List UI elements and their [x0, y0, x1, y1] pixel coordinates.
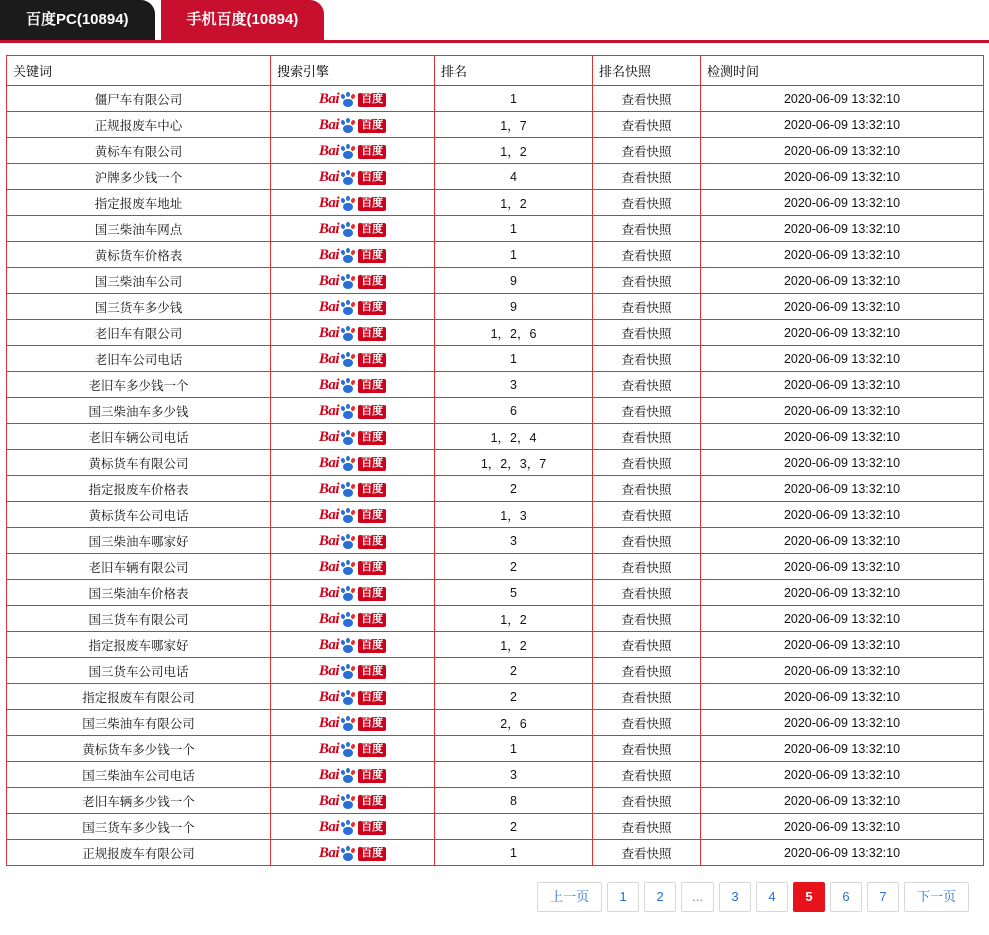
- cell-check-time: 2020-06-09 13:32:10: [701, 268, 984, 294]
- cell-keyword: 国三货车多少钱一个: [7, 814, 271, 840]
- cell-snapshot-link[interactable]: 查看快照: [593, 346, 701, 372]
- pagination-page-5[interactable]: 5: [793, 882, 825, 912]
- cell-keyword: 国三柴油车价格表: [7, 580, 271, 606]
- cell-rank: 1，2: [435, 606, 593, 632]
- cell-search-engine: [271, 658, 435, 684]
- table-row: [7, 632, 984, 658]
- pagination: [6, 866, 983, 912]
- cell-rank: 1: [435, 242, 593, 268]
- baidu-logo-icon: Bai 百度: [319, 534, 386, 549]
- cell-keyword: 指定报废车有限公司: [7, 684, 271, 710]
- pagination-page-3[interactable]: 3: [719, 882, 751, 912]
- cell-check-time: 2020-06-09 13:32:10: [701, 138, 984, 164]
- cell-search-engine: [271, 164, 435, 190]
- cell-snapshot-link[interactable]: 查看快照: [593, 684, 701, 710]
- cell-search-engine: [271, 554, 435, 580]
- baidu-paw-icon: [341, 379, 356, 393]
- cell-keyword: 老旧车公司电话: [7, 346, 271, 372]
- table-row: [7, 424, 984, 450]
- table-row: [7, 138, 984, 164]
- cell-check-time: 2020-06-09 13:32:10: [701, 502, 984, 528]
- baidu-paw-icon: [341, 431, 356, 445]
- cell-snapshot-link[interactable]: 查看快照: [593, 86, 701, 112]
- baidu-paw-icon: [341, 509, 356, 523]
- cell-snapshot-link[interactable]: 查看快照: [593, 372, 701, 398]
- cell-search-engine: [271, 242, 435, 268]
- baidu-paw-icon: [341, 821, 356, 835]
- cell-snapshot-link[interactable]: 查看快照: [593, 268, 701, 294]
- cell-rank: 1，3: [435, 502, 593, 528]
- baidu-paw-icon: [341, 691, 356, 705]
- cell-check-time: 2020-06-09 13:32:10: [701, 398, 984, 424]
- baidu-paw-icon: [341, 405, 356, 419]
- column-header-engine: 搜索引擎: [271, 56, 435, 86]
- cell-keyword: 国三柴油车网点: [7, 216, 271, 242]
- baidu-paw-icon: [341, 223, 356, 237]
- table-row: [7, 164, 984, 190]
- cell-search-engine: [271, 528, 435, 554]
- cell-search-engine: [271, 840, 435, 866]
- cell-snapshot-link[interactable]: 查看快照: [593, 528, 701, 554]
- cell-search-engine: [271, 684, 435, 710]
- baidu-logo-icon: Bai 百度: [319, 118, 386, 133]
- cell-rank: 6: [435, 398, 593, 424]
- cell-keyword: 国三柴油车公司电话: [7, 762, 271, 788]
- baidu-paw-icon: [341, 769, 356, 783]
- cell-keyword: 老旧车多少钱一个: [7, 372, 271, 398]
- table-row: [7, 710, 984, 736]
- cell-keyword: 正规报废车中心: [7, 112, 271, 138]
- baidu-logo-icon: Bai 百度: [319, 430, 386, 445]
- cell-rank: 3: [435, 762, 593, 788]
- cell-keyword: 国三柴油车多少钱: [7, 398, 271, 424]
- table-row: [7, 762, 984, 788]
- table-row: [7, 450, 984, 476]
- cell-search-engine: [271, 580, 435, 606]
- cell-keyword: 黄标货车多少钱一个: [7, 736, 271, 762]
- table-row: [7, 684, 984, 710]
- table-row: [7, 736, 984, 762]
- cell-search-engine: [271, 814, 435, 840]
- cell-search-engine: [271, 138, 435, 164]
- cell-keyword: 国三柴油车哪家好: [7, 528, 271, 554]
- cell-rank: 1，2，3，7: [435, 450, 593, 476]
- baidu-paw-icon: [341, 743, 356, 757]
- cell-search-engine: [271, 372, 435, 398]
- cell-check-time: 2020-06-09 13:32:10: [701, 476, 984, 502]
- tab-baidu-pc-label: 百度PC(10894): [26, 11, 129, 28]
- pagination-page-7[interactable]: 7: [867, 882, 899, 912]
- cell-search-engine: [271, 424, 435, 450]
- cell-snapshot-link[interactable]: 查看快照: [593, 710, 701, 736]
- cell-snapshot-link[interactable]: 查看快照: [593, 814, 701, 840]
- baidu-paw-icon: [341, 145, 356, 159]
- cell-rank: 2: [435, 684, 593, 710]
- cell-search-engine: [271, 710, 435, 736]
- table-row: [7, 554, 984, 580]
- pagination-page-1[interactable]: 1: [607, 882, 639, 912]
- cell-rank: 1: [435, 86, 593, 112]
- baidu-logo-icon: Bai 百度: [319, 352, 386, 367]
- table-row: [7, 580, 984, 606]
- baidu-logo-icon: Bai 百度: [319, 586, 386, 601]
- baidu-paw-icon: [341, 535, 356, 549]
- tab-baidu-mobile[interactable]: [161, 0, 325, 40]
- baidu-logo-icon: Bai 百度: [319, 768, 386, 783]
- cell-check-time: 2020-06-09 13:32:10: [701, 788, 984, 814]
- cell-keyword: 国三货车公司电话: [7, 658, 271, 684]
- table-row: [7, 814, 984, 840]
- results-table-wrapper: [0, 43, 989, 912]
- cell-snapshot-link[interactable]: 查看快照: [593, 580, 701, 606]
- cell-rank: 3: [435, 528, 593, 554]
- baidu-logo-icon: Bai 百度: [319, 170, 386, 185]
- cell-rank: 9: [435, 294, 593, 320]
- cell-rank: 3: [435, 372, 593, 398]
- baidu-paw-icon: [341, 613, 356, 627]
- cell-check-time: 2020-06-09 13:32:10: [701, 814, 984, 840]
- cell-snapshot-link[interactable]: 查看快照: [593, 242, 701, 268]
- baidu-logo-icon: Bai 百度: [319, 638, 386, 653]
- pagination-page-4[interactable]: 4: [756, 882, 788, 912]
- baidu-paw-icon: [341, 197, 356, 211]
- cell-search-engine: [271, 476, 435, 502]
- baidu-logo-icon: Bai 百度: [319, 326, 386, 341]
- cell-search-engine: [271, 112, 435, 138]
- table-row: [7, 190, 984, 216]
- cell-search-engine: [271, 762, 435, 788]
- baidu-logo-icon: Bai 百度: [319, 508, 386, 523]
- cell-rank: 2: [435, 814, 593, 840]
- cell-search-engine: [271, 736, 435, 762]
- cell-snapshot-link[interactable]: 查看快照: [593, 216, 701, 242]
- cell-keyword: 僵尸车有限公司: [7, 86, 271, 112]
- pagination-ellipsis: ...: [681, 882, 714, 912]
- cell-snapshot-link[interactable]: 查看快照: [593, 294, 701, 320]
- table-body: [7, 86, 984, 866]
- cell-keyword: 指定报废车哪家好: [7, 632, 271, 658]
- cell-search-engine: [271, 86, 435, 112]
- cell-keyword: 老旧车辆多少钱一个: [7, 788, 271, 814]
- cell-check-time: 2020-06-09 13:32:10: [701, 294, 984, 320]
- baidu-paw-icon: [341, 327, 356, 341]
- cell-keyword: 老旧车辆公司电话: [7, 424, 271, 450]
- cell-keyword: 国三柴油车公司: [7, 268, 271, 294]
- baidu-paw-icon: [341, 171, 356, 185]
- baidu-logo-icon: Bai 百度: [319, 482, 386, 497]
- baidu-logo-icon: Bai 百度: [319, 716, 386, 731]
- table-row: [7, 398, 984, 424]
- table-row: [7, 788, 984, 814]
- cell-check-time: 2020-06-09 13:32:10: [701, 658, 984, 684]
- baidu-paw-icon: [341, 717, 356, 731]
- baidu-paw-icon: [341, 93, 356, 107]
- cell-check-time: 2020-06-09 13:32:10: [701, 190, 984, 216]
- cell-rank: 1: [435, 840, 593, 866]
- column-header-rank: 排名: [435, 56, 593, 86]
- cell-check-time: 2020-06-09 13:32:10: [701, 424, 984, 450]
- cell-snapshot-link[interactable]: 查看快照: [593, 164, 701, 190]
- cell-check-time: 2020-06-09 13:32:10: [701, 86, 984, 112]
- cell-snapshot-link[interactable]: 查看快照: [593, 190, 701, 216]
- cell-search-engine: [271, 190, 435, 216]
- baidu-logo-icon: Bai 百度: [319, 742, 386, 757]
- cell-check-time: 2020-06-09 13:32:10: [701, 580, 984, 606]
- baidu-logo-icon: Bai 百度: [319, 144, 386, 159]
- baidu-logo-icon: Bai 百度: [319, 300, 386, 315]
- baidu-logo-icon: Bai 百度: [319, 820, 386, 835]
- cell-snapshot-link[interactable]: 查看快照: [593, 762, 701, 788]
- cell-search-engine: [271, 632, 435, 658]
- table-row: [7, 112, 984, 138]
- table-row: [7, 372, 984, 398]
- cell-check-time: 2020-06-09 13:32:10: [701, 840, 984, 866]
- results-table: [6, 55, 984, 866]
- cell-snapshot-link[interactable]: 查看快照: [593, 138, 701, 164]
- baidu-logo-icon: Bai 百度: [319, 612, 386, 627]
- baidu-paw-icon: [341, 561, 356, 575]
- baidu-paw-icon: [341, 275, 356, 289]
- baidu-logo-icon: Bai 百度: [319, 196, 386, 211]
- cell-search-engine: [271, 294, 435, 320]
- table-row: [7, 86, 984, 112]
- cell-snapshot-link[interactable]: 查看快照: [593, 112, 701, 138]
- cell-check-time: 2020-06-09 13:32:10: [701, 346, 984, 372]
- baidu-paw-icon: [341, 301, 356, 315]
- cell-keyword: 老旧车辆有限公司: [7, 554, 271, 580]
- baidu-logo-icon: Bai 百度: [319, 274, 386, 289]
- table-row: [7, 242, 984, 268]
- baidu-logo-icon: Bai 百度: [319, 560, 386, 575]
- cell-snapshot-link[interactable]: 查看快照: [593, 840, 701, 866]
- cell-search-engine: [271, 606, 435, 632]
- tab-baidu-pc[interactable]: [0, 0, 155, 40]
- table-row: [7, 346, 984, 372]
- cell-search-engine: [271, 398, 435, 424]
- cell-keyword: 黄标货车价格表: [7, 242, 271, 268]
- cell-rank: 2: [435, 554, 593, 580]
- cell-rank: 1，2: [435, 138, 593, 164]
- baidu-logo-icon: Bai 百度: [319, 404, 386, 419]
- cell-check-time: 2020-06-09 13:32:10: [701, 112, 984, 138]
- cell-search-engine: [271, 450, 435, 476]
- cell-keyword: 黄标车有限公司: [7, 138, 271, 164]
- cell-check-time: 2020-06-09 13:32:10: [701, 632, 984, 658]
- cell-rank: 1: [435, 216, 593, 242]
- table-row: [7, 528, 984, 554]
- cell-rank: 5: [435, 580, 593, 606]
- baidu-logo-icon: Bai 百度: [319, 846, 386, 861]
- cell-search-engine: [271, 788, 435, 814]
- cell-rank: 8: [435, 788, 593, 814]
- cell-rank: 1，2: [435, 190, 593, 216]
- cell-snapshot-link[interactable]: 查看快照: [593, 632, 701, 658]
- cell-rank: 4: [435, 164, 593, 190]
- cell-snapshot-link[interactable]: 查看快照: [593, 736, 701, 762]
- cell-rank: 1，2，4: [435, 424, 593, 450]
- baidu-paw-icon: [341, 847, 356, 861]
- baidu-paw-icon: [341, 119, 356, 133]
- baidu-logo-icon: Bai 百度: [319, 92, 386, 107]
- table-header: [7, 56, 984, 86]
- baidu-paw-icon: [341, 639, 356, 653]
- baidu-paw-icon: [341, 353, 356, 367]
- cell-rank: 9: [435, 268, 593, 294]
- baidu-paw-icon: [341, 795, 356, 809]
- cell-snapshot-link[interactable]: 查看快照: [593, 450, 701, 476]
- cell-keyword: 黄标货车有限公司: [7, 450, 271, 476]
- cell-keyword: 国三柴油车有限公司: [7, 710, 271, 736]
- baidu-logo-icon: Bai 百度: [319, 456, 386, 471]
- baidu-paw-icon: [341, 483, 356, 497]
- baidu-logo-icon: Bai 百度: [319, 664, 386, 679]
- cell-keyword: 黄标货车公司电话: [7, 502, 271, 528]
- cell-snapshot-link[interactable]: 查看快照: [593, 554, 701, 580]
- cell-snapshot-link[interactable]: 查看快照: [593, 606, 701, 632]
- table-row: [7, 476, 984, 502]
- cell-keyword: 国三货车多少钱: [7, 294, 271, 320]
- baidu-logo-icon: Bai 百度: [319, 378, 386, 393]
- cell-rank: 1，2，6: [435, 320, 593, 346]
- cell-rank: 2: [435, 658, 593, 684]
- cell-snapshot-link[interactable]: 查看快照: [593, 502, 701, 528]
- cell-check-time: 2020-06-09 13:32:10: [701, 320, 984, 346]
- cell-keyword: 指定报废车价格表: [7, 476, 271, 502]
- baidu-logo-icon: Bai 百度: [319, 222, 386, 237]
- baidu-paw-icon: [341, 249, 356, 263]
- cell-keyword: 沪牌多少钱一个: [7, 164, 271, 190]
- column-header-snapshot: 排名快照: [593, 56, 701, 86]
- cell-check-time: 2020-06-09 13:32:10: [701, 164, 984, 190]
- cell-snapshot-link[interactable]: 查看快照: [593, 320, 701, 346]
- cell-check-time: 2020-06-09 13:32:10: [701, 762, 984, 788]
- baidu-paw-icon: [341, 665, 356, 679]
- cell-keyword: 老旧车有限公司: [7, 320, 271, 346]
- cell-check-time: 2020-06-09 13:32:10: [701, 606, 984, 632]
- column-header-keyword: 关键词: [7, 56, 271, 86]
- cell-rank: 1，7: [435, 112, 593, 138]
- cell-search-engine: [271, 502, 435, 528]
- table-row: [7, 840, 984, 866]
- table-row: [7, 606, 984, 632]
- tab-baidu-mobile-label: 手机百度(10894): [186, 11, 299, 28]
- table-row: [7, 294, 984, 320]
- baidu-logo-icon: Bai 百度: [319, 794, 386, 809]
- table-row: [7, 268, 984, 294]
- pagination-next[interactable]: 下一页: [904, 882, 969, 912]
- baidu-paw-icon: [341, 587, 356, 601]
- cell-keyword: 正规报废车有限公司: [7, 840, 271, 866]
- cell-rank: 1: [435, 346, 593, 372]
- table-row: [7, 216, 984, 242]
- cell-snapshot-link[interactable]: 查看快照: [593, 398, 701, 424]
- cell-rank: 1，2: [435, 632, 593, 658]
- cell-check-time: 2020-06-09 13:32:10: [701, 736, 984, 762]
- cell-check-time: 2020-06-09 13:32:10: [701, 528, 984, 554]
- table-row: [7, 502, 984, 528]
- cell-search-engine: [271, 216, 435, 242]
- tab-bar: [0, 0, 989, 40]
- cell-check-time: 2020-06-09 13:32:10: [701, 450, 984, 476]
- pagination-page-6[interactable]: 6: [830, 882, 862, 912]
- cell-rank: 2: [435, 476, 593, 502]
- baidu-paw-icon: [341, 457, 356, 471]
- baidu-logo-icon: Bai 百度: [319, 690, 386, 705]
- cell-check-time: 2020-06-09 13:32:10: [701, 216, 984, 242]
- cell-check-time: 2020-06-09 13:32:10: [701, 372, 984, 398]
- cell-check-time: 2020-06-09 13:32:10: [701, 554, 984, 580]
- cell-search-engine: [271, 268, 435, 294]
- cell-check-time: 2020-06-09 13:32:10: [701, 684, 984, 710]
- cell-rank: 2，6: [435, 710, 593, 736]
- cell-snapshot-link[interactable]: 查看快照: [593, 788, 701, 814]
- cell-rank: 1: [435, 736, 593, 762]
- baidu-logo-icon: Bai 百度: [319, 248, 386, 263]
- table-row: [7, 658, 984, 684]
- column-header-time: 检测时间: [701, 56, 984, 86]
- cell-check-time: 2020-06-09 13:32:10: [701, 710, 984, 736]
- cell-snapshot-link[interactable]: 查看快照: [593, 424, 701, 450]
- cell-check-time: 2020-06-09 13:32:10: [701, 242, 984, 268]
- cell-keyword: 指定报废车地址: [7, 190, 271, 216]
- pagination-prev[interactable]: 上一页: [537, 882, 602, 912]
- cell-search-engine: [271, 320, 435, 346]
- pagination-page-2[interactable]: 2: [644, 882, 676, 912]
- table-header-row: [7, 56, 984, 86]
- cell-snapshot-link[interactable]: 查看快照: [593, 476, 701, 502]
- cell-search-engine: [271, 346, 435, 372]
- cell-snapshot-link[interactable]: 查看快照: [593, 658, 701, 684]
- cell-keyword: 国三货车有限公司: [7, 606, 271, 632]
- table-row: [7, 320, 984, 346]
